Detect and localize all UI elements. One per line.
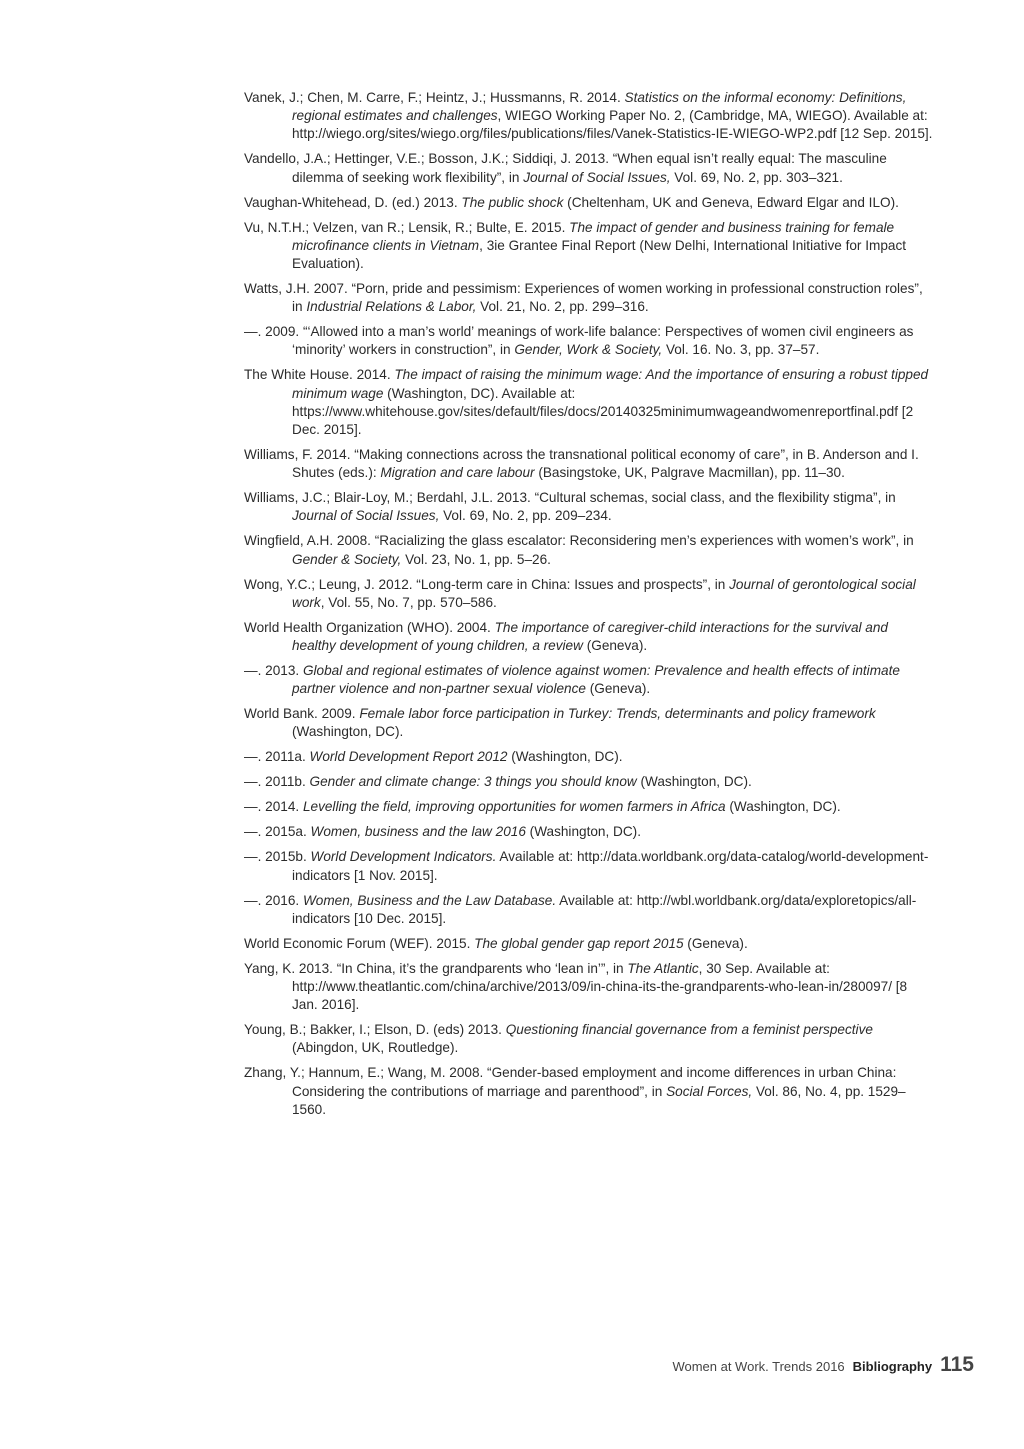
reference-text: (Washington, DC). Available at: https://www.whitehouse.gov/sites/default/files/docs/20140325minimumwageandwomenreportfinal.pdf [2 Dec. 2015]. xyxy=(292,385,914,438)
reference-text: Vu, N.T.H.; Velzen, van R.; Lensik, R.; Bulte, E. 2015. xyxy=(244,219,570,235)
reference-title: The global gender gap report 2015 xyxy=(474,935,684,951)
reference-text: (Geneva). xyxy=(683,935,748,951)
reference-entry xyxy=(244,960,934,1015)
reference-text: —. 2015a. xyxy=(244,824,311,840)
reference-entry xyxy=(244,848,934,884)
reference-text: (Washington, DC). xyxy=(636,774,752,790)
reference-title: The importance of caregiver-child interactions for the survival and healthy development of young children, a review xyxy=(292,619,888,654)
reference-text: (Washington, DC). xyxy=(525,824,641,840)
reference-text: Vol. 86, No. 4, pp. 1529–1560. xyxy=(292,1083,906,1117)
reference-title: Women, Business and the Law Database. xyxy=(302,892,557,908)
reference-title: Industrial Relations & Labor, xyxy=(306,299,477,315)
reference-entry xyxy=(244,662,934,698)
reference-text: , 30 Sep. Available at: http://www.theatlantic.com/china/archive/2013/09/in-china-its-the-grandparents-who-lean-in/280097/ [8 Jan. 2016]. xyxy=(292,960,908,1013)
reference-text: World Health Organization (WHO). 2004. xyxy=(244,619,495,635)
reference-title: Journal of gerontological social work xyxy=(292,576,916,610)
reference-title: Female labor force participation in Turkey: Trends, determinants and policy framework xyxy=(359,706,876,722)
reference-title: Journal of Social Issues, xyxy=(292,508,440,524)
reference-entry xyxy=(244,150,934,186)
reference-title: Journal of Social Issues, xyxy=(523,169,671,185)
reference-text: —. 2016. xyxy=(244,892,303,908)
publication-title: Women at Work. Trends 2016 xyxy=(672,1359,845,1374)
reference-text: Wingfield, A.H. 2008. “Racializing the glass escalator: Reconsidering men’s experiences with women’s work”, in xyxy=(244,533,914,549)
reference-entry xyxy=(244,705,934,741)
reference-text: (Geneva). xyxy=(582,638,648,654)
reference-entry xyxy=(244,892,934,928)
reference-title: The public shock xyxy=(461,194,564,210)
reference-text: Williams, J.C.; Blair-Loy, M.; Berdahl, J.L. 2013. “Cultural schemas, social class, and the flexibility stigma”, in xyxy=(244,490,896,506)
reference-text: Young, B.; Bakker, I.; Elson, D. (eds) 2013. xyxy=(244,1022,506,1038)
reference-text: (Abingdon, UK, Routledge). xyxy=(292,1040,459,1056)
reference-entry xyxy=(244,1064,934,1119)
section-name: Bibliography xyxy=(852,1359,933,1374)
reference-text: Yang, K. 2013. “In China, it’s the grandparents who ‘lean in’”, in xyxy=(244,960,628,976)
page-number: 115 xyxy=(940,1353,974,1376)
reference-text: Available at: http://data.worldbank.org/data-catalog/world-development-indicators [1 Nov. 2015]. xyxy=(292,849,929,883)
reference-entry xyxy=(244,366,934,439)
reference-entry xyxy=(244,89,934,144)
reference-entry xyxy=(244,576,934,612)
reference-entry xyxy=(244,935,934,953)
reference-text: (Washington, DC). xyxy=(507,749,623,765)
reference-text: , WIEGO Working Paper No. 2, (Cambridge, MA, WIEGO). Available at: http://wiego.org/sites/wiego.org/files/publications/files/Vanek-Statistics-IE-WIEGO-WP2.pdf [12 Sep. 2015]. xyxy=(292,108,933,142)
reference-text: Vol. 69, No. 2, pp. 209–234. xyxy=(439,508,612,524)
reference-entry xyxy=(244,323,934,359)
reference-entry xyxy=(244,798,934,816)
reference-title: Statistics on the informal economy: Definitions, regional estimates and challenges xyxy=(292,90,907,124)
reference-text: , Vol. 55, No. 7, pp. 570–586. xyxy=(320,594,497,610)
reference-entry xyxy=(244,823,934,841)
reference-text: —. 2009. “‘Allowed into a man’s world’ meanings of work-life balance: Perspectives of women civil engineers as ‘minority’ workers in construction”, in xyxy=(244,324,914,358)
reference-title: Gender, Work & Society, xyxy=(514,342,663,358)
reference-entry xyxy=(244,219,934,274)
reference-title: The Atlantic xyxy=(627,960,699,976)
reference-text: —. 2013. xyxy=(244,663,303,679)
reference-entry xyxy=(244,773,934,791)
reference-title: Gender & Society, xyxy=(292,551,402,567)
reference-text: (Washington, DC). xyxy=(725,799,841,815)
reference-entry xyxy=(244,532,934,568)
page-footer xyxy=(672,1353,974,1377)
bibliography-list xyxy=(244,89,934,1126)
reference-title: World Development Indicators. xyxy=(310,849,497,865)
reference-text: The White House. 2014. xyxy=(244,367,395,383)
reference-title: World Development Report 2012 xyxy=(309,749,508,765)
reference-title: Global and regional estimates of violence against women: Prevalence and health effects of intimate partner violence and non-partner sexual violence xyxy=(292,663,900,697)
reference-title: The impact of raising the minimum wage: And the importance of ensuring a robust tipped minimum wage xyxy=(292,367,929,401)
reference-title: Social Forces, xyxy=(666,1083,753,1099)
reference-text: —. 2014. xyxy=(244,799,303,815)
reference-text: —. 2011a. xyxy=(244,749,310,765)
reference-text: —. 2011b. xyxy=(244,774,310,790)
reference-text: Vaughan-Whitehead, D. (ed.) 2013. xyxy=(244,194,462,210)
reference-entry xyxy=(244,194,934,212)
reference-text: Wong, Y.C.; Leung, J. 2012. “Long-term care in China: Issues and prospects”, in xyxy=(244,576,730,592)
reference-text: (Cheltenham, UK and Geneva, Edward Elgar and ILO). xyxy=(563,194,899,210)
reference-title: Migration and care labour xyxy=(380,465,535,481)
reference-text: (Basingstoke, UK, Palgrave Macmillan), pp. 11–30. xyxy=(534,465,845,481)
reference-title: Gender and climate change: 3 things you should know xyxy=(309,774,637,790)
reference-text: World Economic Forum (WEF). 2015. xyxy=(244,935,475,951)
reference-text: Williams, F. 2014. “Making connections across the transnational political economy of care”, in B. Anderson and I. Shutes (eds.): xyxy=(244,447,919,481)
reference-entry xyxy=(244,1021,934,1057)
reference-entry xyxy=(244,489,934,525)
reference-text: (Washington, DC). xyxy=(292,724,404,740)
reference-text: Vol. 69, No. 2, pp. 303–321. xyxy=(670,169,843,185)
reference-title: Women, business and the law 2016 xyxy=(310,824,526,840)
reference-text: Available at: http://wbl.worldbank.org/data/exploretopics/all-indicators [10 Dec. 2015]. xyxy=(292,892,917,926)
reference-entry xyxy=(244,280,934,316)
reference-text: Vol. 16. No. 3, pp. 37–57. xyxy=(662,342,820,358)
reference-title: Questioning financial governance from a feminist perspective xyxy=(505,1022,873,1038)
reference-text: Vol. 21, No. 2, pp. 299–316. xyxy=(476,299,649,315)
reference-text: Vol. 23, No. 1, pp. 5–26. xyxy=(401,551,551,567)
reference-text: (Geneva). xyxy=(585,681,651,697)
reference-text: —. 2015b. xyxy=(244,849,311,865)
reference-text: World Bank. 2009. xyxy=(244,706,360,722)
reference-text: Watts, J.H. 2007. “Porn, pride and pessimism: Experiences of women working in professional construction roles”, in xyxy=(244,281,923,315)
reference-text: Vandello, J.A.; Hettinger, V.E.; Bosson, J.K.; Siddiqi, J. 2013. “When equal isn’t really equal: The masculine dilemma of seeking work flexibility”, in xyxy=(244,151,887,185)
reference-title: The impact of gender and business training for female microfinance clients in Vietnam xyxy=(292,219,895,253)
reference-entry xyxy=(244,748,934,766)
reference-entry xyxy=(244,446,934,482)
reference-title: Levelling the field, improving opportunities for women farmers in Africa xyxy=(302,799,726,815)
reference-entry xyxy=(244,619,934,655)
reference-text: Zhang, Y.; Hannum, E.; Wang, M. 2008. “Gender-based employment and income differences in urban China: Considering the contributions of marriage and parenthood”, in xyxy=(244,1065,897,1099)
reference-text: Vanek, J.; Chen, M. Carre, F.; Heintz, J.; Hussmanns, R. 2014. xyxy=(244,90,625,105)
reference-text: , 3ie Grantee Final Report (New Delhi, International Initiative for Impact Evaluation). xyxy=(292,237,907,272)
